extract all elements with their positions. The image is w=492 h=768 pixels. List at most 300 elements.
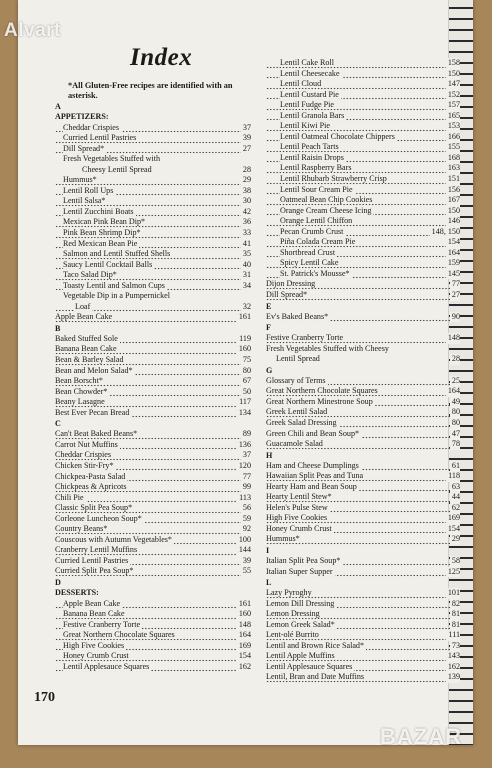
index-entry xyxy=(55,651,251,662)
index-entry-label: Chili Pie xyxy=(55,492,84,502)
index-entry xyxy=(55,260,251,271)
index-letter-heading xyxy=(266,322,460,333)
index-entry xyxy=(266,258,460,269)
index-entry xyxy=(55,344,251,355)
index-entry-label: Lentil Cheesecake xyxy=(280,68,340,78)
index-entry-label: Festive Cranberry Torte xyxy=(266,333,344,343)
index-entry xyxy=(266,620,460,631)
index-column-right xyxy=(266,58,460,683)
index-entry-label: Great Northern Chocolate Squares xyxy=(266,386,378,396)
index-entry xyxy=(266,153,460,164)
index-entry-label: Dill Spread* xyxy=(63,143,105,153)
index-entry-label: C xyxy=(55,419,61,429)
index-entry-page: 47 xyxy=(451,428,460,438)
index-entry-page: 99 xyxy=(242,482,251,492)
index-entry-page: 33 xyxy=(242,228,251,238)
index-entry-label: Dijon Dressing xyxy=(266,279,316,289)
index-entry-page: 32 xyxy=(242,301,251,311)
index-entry-label: Great Northern Minestrone Soup xyxy=(266,396,373,406)
index-entry-page: 111 xyxy=(448,630,460,640)
index-entry xyxy=(55,207,251,218)
index-entry xyxy=(55,556,251,567)
index-entry-label: Lentil Raspberry Bars xyxy=(280,163,352,173)
index-entry-label: Orange Cream Cheese Icing xyxy=(280,205,372,215)
index-entry-page: 161 xyxy=(238,312,251,322)
index-letter-heading xyxy=(55,101,251,112)
index-entry-label: Fresh Vegetables Stuffed with xyxy=(63,154,161,164)
index-entry-label: Chicken Stir-Fry* xyxy=(55,460,114,470)
index-entry xyxy=(266,279,460,290)
index-entry xyxy=(266,418,460,429)
index-entry-page: 28 xyxy=(242,164,251,174)
index-letter-heading xyxy=(55,577,251,588)
watermark-logo-bottom-right: BAZAR xyxy=(380,724,462,749)
index-entry xyxy=(266,90,460,101)
index-entry-label: L xyxy=(266,578,272,588)
index-entry xyxy=(55,186,251,197)
index-entry-page: 56 xyxy=(242,503,251,513)
index-category-heading xyxy=(55,588,251,599)
index-entry-page: 147 xyxy=(447,79,460,89)
index-entry-page: 153 xyxy=(447,121,460,131)
index-entry-label: E xyxy=(266,301,272,311)
index-entry-page: 164 xyxy=(447,386,460,396)
index-entry-label: H xyxy=(266,450,273,460)
index-entry xyxy=(55,239,251,250)
index-entry xyxy=(266,111,460,122)
index-entry xyxy=(266,556,460,567)
index-entry-label: Lemon Greek Salad* xyxy=(266,619,335,629)
index-entry-page: 27 xyxy=(451,290,460,300)
index-entry-page: 41 xyxy=(242,238,251,248)
index-entry xyxy=(266,439,460,450)
index-letter-heading xyxy=(266,577,460,588)
index-entry-page: 73 xyxy=(451,640,460,650)
index-entry xyxy=(266,630,460,641)
index-entry xyxy=(55,334,251,345)
index-entry-label: Hummus* xyxy=(266,534,300,544)
index-entry-label: Helen's Pulse Stew xyxy=(266,502,328,512)
index-entry-label: Red Mexican Bean Pie xyxy=(63,238,138,248)
index-entry xyxy=(266,407,460,418)
index-entry-label: Lentil Applesauce Squares xyxy=(266,661,353,671)
index-entry xyxy=(55,503,251,514)
index-entry-page: 77 xyxy=(242,471,251,481)
index-entry-label: Lent-olé Burrito xyxy=(266,630,319,640)
index-entry-label: Saucy Lentil Cocktail Balls xyxy=(63,259,153,269)
index-entry-label: Vegetable Dip in a Pumpernickel xyxy=(63,291,170,301)
index-entry-page: 161 xyxy=(238,598,251,608)
index-entry xyxy=(55,123,251,134)
index-entry xyxy=(55,270,251,281)
index-entry-page: 145 xyxy=(447,268,460,278)
index-entry-page: 120 xyxy=(238,460,251,470)
index-entry-label: APPETIZERS: xyxy=(55,112,109,121)
index-entry xyxy=(55,641,251,652)
index-entry xyxy=(55,165,251,176)
index-entry-page: 155 xyxy=(447,142,460,152)
index-entry-page: 63 xyxy=(451,481,460,491)
index-entry xyxy=(266,216,460,227)
index-entry xyxy=(266,121,460,132)
index-entry xyxy=(55,175,251,186)
index-entry-label: Greek Salad Dressing xyxy=(266,417,337,427)
index-entry-page: 162 xyxy=(238,661,251,671)
index-entry xyxy=(266,79,460,90)
index-entry-page: 62 xyxy=(451,502,460,512)
index-entry-label: Cheddar Crispies xyxy=(55,450,111,460)
index-entry xyxy=(266,132,460,143)
index-letter-heading xyxy=(266,301,460,312)
index-entry xyxy=(55,302,251,313)
index-letter-heading xyxy=(266,545,460,556)
index-entry-page: 28 xyxy=(451,354,460,364)
index-entry xyxy=(55,249,251,260)
index-entry-page: 151 xyxy=(447,174,460,184)
index-entry-label: Great Northern Chocolate Squares xyxy=(63,630,175,640)
index-entry-label: Lentil Kiwi Pie xyxy=(280,121,330,131)
index-entry-label: Pink Bean Shrimp Dip* xyxy=(63,228,141,238)
index-entry-page: 167 xyxy=(447,195,460,205)
index-entry-label: Baked Stuffed Sole xyxy=(55,333,118,343)
index-entry-page: 29 xyxy=(451,534,460,544)
index-entry-label: Country Beans* xyxy=(55,524,108,534)
index-entry-page: 39 xyxy=(242,133,251,143)
index-entry-label: Carrot Nut Muffins xyxy=(55,439,118,449)
cookbook-page xyxy=(18,0,473,745)
index-entry-page: 150 xyxy=(447,205,460,215)
index-entry-label: Curried Split Pea Soup* xyxy=(55,566,134,576)
index-entry xyxy=(266,227,460,238)
index-entry-label: Lemon Dressing xyxy=(266,609,320,619)
index-entry xyxy=(266,599,460,610)
index-entry-label: Lentil Roll Ups xyxy=(63,185,114,195)
index-entry-label: Greek Lentil Salad xyxy=(266,407,328,417)
index-entry-label: Banana Bean Cake xyxy=(55,344,117,354)
index-entry-page: 160 xyxy=(238,344,251,354)
index-entry-label: Lentil Custard Pie xyxy=(280,89,339,99)
index-entry-label: Couscous with Autumn Vegetables* xyxy=(55,534,172,544)
index-entry-page: 168 xyxy=(447,152,460,162)
index-entry-label: Dill Spread* xyxy=(266,290,308,300)
index-entry-label: Salmon and Lentil Stuffed Shells xyxy=(63,249,171,259)
index-entry-label: Lentil Oatmeal Chocolate Chippers xyxy=(280,131,395,141)
index-entry-label: Spicy Lentil Cake xyxy=(280,258,339,268)
index-entry-label: Piña Colada Cream Pie xyxy=(280,237,356,247)
index-entry-page: 27 xyxy=(242,143,251,153)
index-entry-page: 49 xyxy=(451,396,460,406)
index-entry xyxy=(55,355,251,366)
index-entry xyxy=(266,174,460,185)
index-entry xyxy=(55,154,251,165)
index-entry xyxy=(55,440,251,451)
index-entry-page: 81 xyxy=(451,619,460,629)
index-entry-label: Honey Crumb Crust xyxy=(266,523,332,533)
index-entry-label: Chickpea-Pasta Salad xyxy=(55,471,126,481)
index-entry-label: Lentil Rhubarb Strawberry Crisp xyxy=(280,174,387,184)
index-entry-label: Cranberry Lentil Muffins xyxy=(55,545,138,555)
index-entry-page: 39 xyxy=(242,555,251,565)
index-entry-label: Green Chili and Bean Soup* xyxy=(266,428,360,438)
index-entry-page: 38 xyxy=(242,185,251,195)
index-entry-label: Lentil Peach Tarts xyxy=(280,142,339,152)
index-entry-page: 75 xyxy=(242,355,251,365)
index-entry-page: 77 xyxy=(451,279,460,289)
index-entry xyxy=(55,450,251,461)
index-entry-page: 169 xyxy=(447,513,460,523)
index-entry xyxy=(266,534,460,545)
index-entry xyxy=(55,366,251,377)
index-entry-label: Lentil Cloud xyxy=(280,79,322,89)
index-entry-page: 144 xyxy=(238,545,251,555)
index-entry xyxy=(266,290,460,301)
index-entry xyxy=(55,376,251,387)
index-entry-page: 156 xyxy=(447,184,460,194)
index-entry-page: 35 xyxy=(242,249,251,259)
index-entry-page: 92 xyxy=(242,524,251,534)
index-entry-label: Toasty Lentil and Salmon Cups xyxy=(63,280,165,290)
index-entry xyxy=(266,588,460,599)
index-entry-page: 139 xyxy=(447,672,460,682)
index-entry xyxy=(55,387,251,398)
index-entry-page: 44 xyxy=(451,492,460,502)
index-entry-label: Pecan Crumb Crust xyxy=(280,226,344,236)
index-letter-heading xyxy=(55,323,251,334)
index-entry xyxy=(266,354,460,365)
index-entry xyxy=(266,397,460,408)
index-entry xyxy=(266,333,460,344)
index-entry-page: 119 xyxy=(239,333,251,343)
index-entry xyxy=(266,248,460,259)
index-entry-page: 160 xyxy=(238,609,251,619)
index-entry-label: Loaf xyxy=(75,301,91,311)
index-entry xyxy=(266,429,460,440)
index-entry-label: F xyxy=(266,323,271,333)
index-entry-page: 166 xyxy=(447,131,460,141)
index-entry-page: 164 xyxy=(238,630,251,640)
index-entry-label: Bean & Barley Salad xyxy=(55,355,124,365)
index-entry-page: 159 xyxy=(447,258,460,268)
index-entry xyxy=(55,472,251,483)
index-entry-label: Ev's Baked Beans* xyxy=(266,311,329,321)
index-letter-heading xyxy=(266,365,460,376)
index-entry xyxy=(55,196,251,207)
index-entry-label: Curried Lentil Pastries xyxy=(63,133,137,143)
index-entry-label: G xyxy=(266,365,273,375)
index-entry-page: 89 xyxy=(242,429,251,439)
index-entry xyxy=(55,662,251,673)
index-entry-page: 81 xyxy=(451,609,460,619)
index-entry xyxy=(55,482,251,493)
index-entry xyxy=(55,524,251,535)
index-letter-heading xyxy=(266,450,460,461)
index-entry-page: 154 xyxy=(447,237,460,247)
index-entry-page: 154 xyxy=(238,651,251,661)
page-title: Index xyxy=(130,44,193,71)
index-entry xyxy=(55,228,251,239)
page-number: 170 xyxy=(34,690,55,705)
watermark-logo-top-left: Alvart xyxy=(4,20,61,41)
index-entry xyxy=(266,58,460,69)
index-entry xyxy=(266,206,460,217)
index-entry-page: 34 xyxy=(242,280,251,290)
index-entry-page: 100 xyxy=(238,534,251,544)
index-entry-page: 150 xyxy=(447,68,460,78)
index-entry xyxy=(266,376,460,387)
index-column-left xyxy=(55,101,251,672)
index-entry-label: Italian Split Pea Soup* xyxy=(266,555,341,565)
index-entry-label: Festive Cranberry Torte xyxy=(63,619,141,629)
index-entry xyxy=(55,397,251,408)
index-entry-label: Glossary of Terms xyxy=(266,375,326,385)
index-entry-page: 58 xyxy=(451,555,460,565)
index-entry-label: A xyxy=(55,102,61,111)
index-entry xyxy=(55,630,251,641)
index-entry-page: 37 xyxy=(242,450,251,460)
index-entry xyxy=(266,163,460,174)
index-entry-label: Lentil Spread xyxy=(276,354,320,364)
index-entry xyxy=(266,662,460,673)
index-entry-page: 113 xyxy=(239,492,251,502)
index-entry-page: 42 xyxy=(242,206,251,216)
index-entry-label: Lentil Raisin Drops xyxy=(280,152,344,162)
index-entry xyxy=(266,237,460,248)
index-entry xyxy=(266,269,460,280)
index-entry-page: 25 xyxy=(451,375,460,385)
index-entry xyxy=(55,461,251,472)
index-entry-page: 148 xyxy=(447,333,460,343)
index-entry xyxy=(55,217,251,228)
index-entry xyxy=(266,524,460,535)
index-entry-label: Can't Beat Baked Beans* xyxy=(55,429,138,439)
index-entry-label: Best Ever Pecan Bread xyxy=(55,407,130,417)
index-entry-label: Italian Super Supper xyxy=(266,566,333,576)
index-entry-label: Classic Split Pea Soup* xyxy=(55,503,133,513)
index-entry xyxy=(55,429,251,440)
index-entry-label: Ham and Cheese Dumplings xyxy=(266,460,359,470)
index-entry-label: Lentil Apple Muffins xyxy=(266,651,335,661)
index-entry-page: 158 xyxy=(447,58,460,67)
index-entry-page: 157 xyxy=(447,100,460,110)
index-entry-label: Hummus* xyxy=(63,175,97,185)
index-entry-label: Oatmeal Bean Chip Cookies xyxy=(280,195,373,205)
index-entry-label: High Five Cookies xyxy=(63,640,125,650)
index-entry-label: B xyxy=(55,323,61,333)
index-entry xyxy=(55,408,251,419)
index-entry xyxy=(266,672,460,683)
index-entry-page: 164 xyxy=(447,247,460,257)
index-entry-label: Lentil Granola Bars xyxy=(280,110,345,120)
index-entry-label: Lazy Pyroghy xyxy=(266,588,312,598)
index-entry-label: Corleone Luncheon Soup* xyxy=(55,513,142,523)
index-entry xyxy=(55,599,251,610)
index-entry-page: 146 xyxy=(447,216,460,226)
index-entry-page: 148 xyxy=(238,619,251,629)
index-entry xyxy=(55,535,251,546)
index-entry-label: Cheesy Lentil Spread xyxy=(82,164,152,174)
index-category-heading xyxy=(55,112,251,123)
index-entry-page: 148, 150 xyxy=(431,226,460,236)
index-entry-page: 136 xyxy=(238,439,251,449)
index-entry-label: Hearty Ham and Bean Soup xyxy=(266,481,357,491)
index-entry-page: 59 xyxy=(242,513,251,523)
index-entry-page: 61 xyxy=(451,460,460,470)
index-entry-label: D xyxy=(55,577,61,587)
index-entry-page: 154 xyxy=(447,523,460,533)
index-entry-page: 152 xyxy=(447,89,460,99)
index-entry xyxy=(266,492,460,503)
index-entry-page: 50 xyxy=(242,386,251,396)
index-entry-label: Guacamole Salad xyxy=(266,439,323,449)
index-entry-label: Apple Bean Cake xyxy=(63,598,121,608)
index-entry-label: Lentil Applesauce Squares xyxy=(63,661,150,671)
index-entry xyxy=(266,567,460,578)
index-entry xyxy=(266,513,460,524)
index-entry-page: 90 xyxy=(451,311,460,321)
index-entry-page: 101 xyxy=(447,588,460,598)
index-entry-label: Mexican Pink Bean Dip* xyxy=(63,217,146,227)
index-entry-label: Fresh Vegetables Stuffed with Cheesy xyxy=(266,343,389,353)
index-entry-label: St. Patrick's Mousse* xyxy=(280,268,350,278)
index-entry xyxy=(266,651,460,662)
index-entry-page: 165 xyxy=(447,110,460,120)
index-entry xyxy=(266,100,460,111)
index-entry xyxy=(266,471,460,482)
index-entry xyxy=(55,566,251,577)
index-entry xyxy=(55,133,251,144)
index-entry-page: 40 xyxy=(242,259,251,269)
index-entry xyxy=(266,482,460,493)
index-entry-label: Lentil Cake Roll xyxy=(280,58,334,67)
index-entry-page: 80 xyxy=(451,417,460,427)
gluten-free-note: *All Gluten-Free recipes are identified with an asterisk. xyxy=(68,81,233,100)
index-entry-page: 80 xyxy=(242,365,251,375)
index-entry-label: Honey Crumb Crust xyxy=(63,651,129,661)
index-entry-page: 163 xyxy=(447,163,460,173)
index-entry-label: Bean Borscht* xyxy=(55,376,103,386)
index-entry xyxy=(55,545,251,556)
index-entry xyxy=(55,620,251,631)
index-entry-page: 162 xyxy=(447,661,460,671)
index-entry xyxy=(266,386,460,397)
index-entry-label: Lentil Salsa* xyxy=(63,196,106,206)
index-entry xyxy=(55,493,251,504)
index-entry-page: 30 xyxy=(242,196,251,206)
index-entry-page: 36 xyxy=(242,217,251,227)
index-entry-label: Lentil Sour Cream Pie xyxy=(280,184,353,194)
index-entry xyxy=(55,514,251,525)
index-entry xyxy=(55,291,251,302)
index-entry-label: Lentil and Brown Rice Salad* xyxy=(266,640,365,650)
index-entry-label: High Five Cookies xyxy=(266,513,328,523)
index-entry-label: Taco Salad Dip* xyxy=(63,270,117,280)
index-entry-label: Lentil Zucchini Boats xyxy=(63,206,134,216)
index-entry-page: 143 xyxy=(447,651,460,661)
index-entry-page: 82 xyxy=(451,598,460,608)
index-entry-page: 78 xyxy=(451,439,460,449)
index-entry-label: Orange Lentil Chiffon xyxy=(280,216,353,226)
index-entry-label: Apple Bean Cake xyxy=(55,312,113,322)
index-entry xyxy=(55,312,251,323)
index-entry-page: 80 xyxy=(451,407,460,417)
index-entry-label: Lentil Fudge Pie xyxy=(280,100,334,110)
index-entry xyxy=(55,144,251,155)
index-entry xyxy=(266,69,460,80)
index-entry xyxy=(55,609,251,620)
index-entry-page: 169 xyxy=(238,640,251,650)
index-entry-label: Beany Lasagne xyxy=(55,397,105,407)
index-entry xyxy=(266,461,460,472)
